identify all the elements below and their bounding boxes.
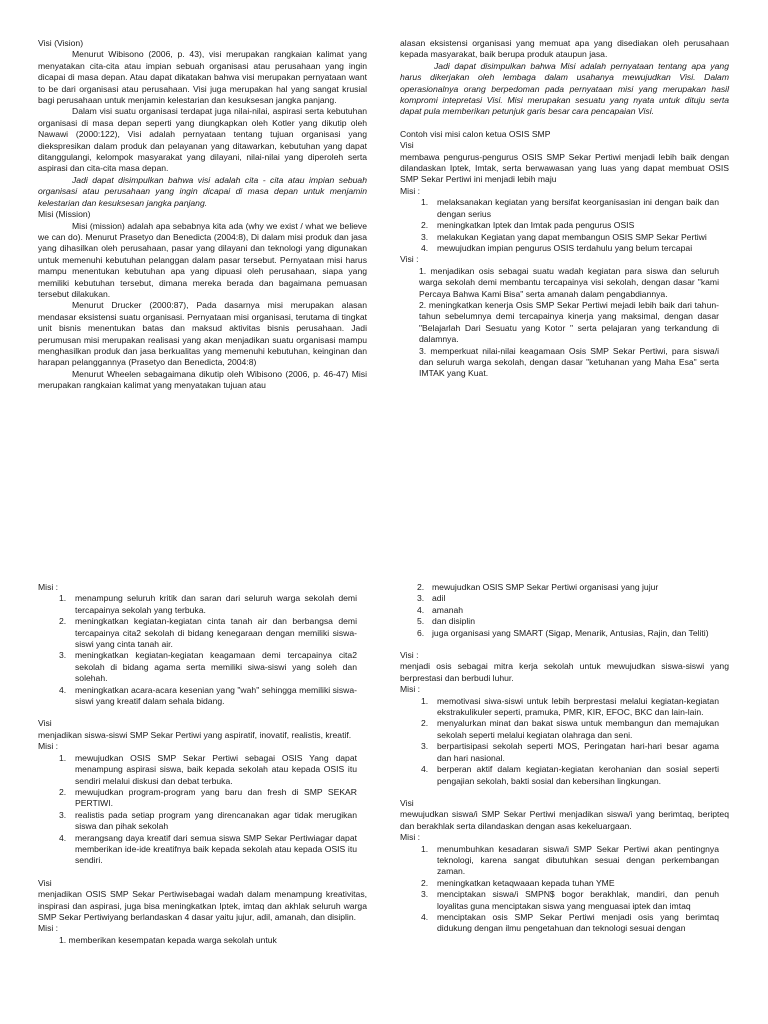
section-heading: Contoh visi misi calon ketua OSIS SMP [400, 128, 551, 139]
list-item: 2. meningkatkan Iptek dan Imtak pada pengurus OSIS [421, 220, 635, 231]
misi-list [38, 593, 367, 707]
left-bottom-column [38, 582, 367, 946]
misi-label: Misi : [38, 582, 59, 592]
paragraph: Misi (mission) adalah apa sebabnya kita ada (why we exist / what we believe we can do). Menurut Prasetyo dan Benedicta (2004:8), Di dalam misi produk dan jasa yang dihasilkan oleh perusahaan, pasar yang dilayani dan teknologi yang digunakan untuk memenuhi kebutuhan pelanggan dalam pasar tersebut. Pernyataan misi harus mampu menentukan kebutuhan apa yang dipuasi oleh perusahaan, siapa yang memiliki kebutuhan tersebut, dimana mereka berada dan bagaimana pemuasan tersebut dilakukan. [38, 220, 367, 299]
visi-label: Visi [400, 797, 414, 808]
list-item: 5. dan disiplin [417, 616, 475, 627]
paragraph: Menurut Drucker (2000:87), Pada dasarnya misi merupakan alasan mendasar eksistensi suatu organisasi. Pernyataan misi organisasi, terutama di tingkat unit bisnis menentukan batas dan maksud aktivitas bisnis perusahaan. Jadi perumusan misi merupakan realisasi yang akan menjadikan suatu organisasi mampu menghasilkan produk dan jasa berkualitas yang memenuhi kebutuhan, keinginan dan harapan pelanggannya (Prasetyo dan Benedicta, 2004:8) [38, 300, 367, 368]
misi-list-continued [400, 582, 729, 639]
misi-label: Misi : [400, 684, 421, 695]
paragraph: alasan eksistensi organisasi yang memuat apa yang disediakan oleh perusahaan kepada masyarakat, baik berupa produk ataupun jasa. [400, 38, 729, 60]
list-item: 3. melakukan Kegiatan yang dapat membangun OSIS SMP Sekar Pertiwi [421, 231, 707, 242]
paragraph: Menurut Wheelen sebagaimana dikutip oleh Wibisono (2006, p. 46-47) Misi merupakan rangkaian kalimat yang menyatakan tujuan atau [38, 368, 367, 391]
visi-text: menjadi osis sebagai mitra kerja sekolah untuk mewujudkan siswa-siswi yang berprestasi dan berbudi luhur. [400, 661, 729, 683]
list-item: 3. berpartisipasi sekolah seperti MOS, Peringatan hari-hari besar agama dan hari nasional. [421, 741, 719, 763]
list-item: 1. menampung seluruh kritik dan saran dari seluruh warga sekolah demi tercapainya sekolah yang terbuka. [59, 593, 357, 615]
visi-label: Visi : [400, 650, 419, 661]
visi-text: menjadikan siswa-siswi SMP Sekar Pertiwi yang aspiratif, inovatif, realistis, kreatif. [38, 729, 352, 740]
left-top-column [38, 38, 367, 392]
list-item: 4. meningkatkan acara-acara kesenian yang "wah" sehingga memiliki siswa-siswi yang kreatif dalam sehala bidang. [59, 684, 357, 707]
misi-list [400, 696, 729, 787]
list-item: 4. menciptakan osis SMP Sekar Pertiwi menjadi osis yang berimtaq didukung dengan ilmu pengetahuan dan teknologi sesuai dengan [421, 911, 719, 934]
right-top-column [400, 38, 729, 380]
misi-list [38, 753, 367, 867]
paragraph: Misi (Mission) [38, 209, 91, 220]
list-item: 1. memotivasi siwa-siswi untuk lebih berprestasi melalui kegiatan-kegiatan ekstrakulikuler seperti, pramuka, PMR, KIR, EFOC, BKC dan lain-lain. [421, 695, 719, 718]
list-item: 2. meningkatkan ketaqwaaan kepada tuhan YME [421, 877, 615, 888]
paragraph: Dalam visi suatu organisasi terdapat juga nilai-nilai, aspirasi serta kebutuhan organisasi di masa depan seperti yang diungkapkan oleh Kotler yang dikutip oleh Nawawi (2000:122), Visi adalah pernyataan tentang tujuan organisasi yang diekspresikan dalam produk dan pelayanan yang ditawarkan, kebutuhan yang dapat ditanggulangi, kelompok masyarakat yang dilayani, nilai-nilai yang diperoleh serta aspirasi dan cita-cita masa depan. [38, 106, 367, 174]
list-item: 3. menciptakan siswa/i SMPN$ bogor berakhlak, mandiri, dan penuh loyalitas guna menciptakan siswa yang menguasai iptek dan imtaq [421, 889, 719, 911]
list-item: 6. juga organisasi yang SMART (Sigap, Menarik, Antusias, Rajin, dan Teliti) [417, 627, 709, 638]
misi-list [400, 844, 729, 935]
right-bottom-column [400, 582, 729, 935]
visi-label: Visi [400, 140, 414, 151]
misi-list [400, 197, 729, 254]
list-item: 1. mewujudkan OSIS SMP Sekar Pertiwi sebagai OSIS Yang dapat menampung aspirasi siswa, baik kepada sekolah atau kepada OSIS itu sendiri melalui diskusi dan debat terbuka. [59, 752, 357, 786]
visi-text: menjadikan OSIS SMP Sekar Pertiwisebagai wadah dalam menampung kreativitas, inspirasi dan aspirasi, juga bisa meningkatkan Iptek, imtaq dan akhlak seluruh warga SMP Sekar Pertiwiyang berlandaskan 4 dasar yaitu jujur, adil, amanah, dan disiplin. [38, 889, 367, 922]
paragraph: Jadi dapat disimpulkan bahwa Misi adalah pernyataan tentang apa yang harus dikerjakan oleh lembaga dalam usahanya mewujudkan Visi. Dalam operasionalnya orang berpedoman pada pernyataan misi yang merupakan hasil kompromi intepretasi Visi. Misi merupakan sesuatu yang nyata untuk dituju serta dapat pula memberikan petunjuk garis besar cara pencapaian Visi. [400, 60, 729, 117]
list-item: 1. melaksanakan kegiatan yang bersifat keorganisasian ini dengan baik dan dengan serius [421, 197, 719, 219]
misi-label: Misi : [38, 923, 59, 934]
paragraph: Menurut Wibisono (2006, p. 43), visi merupakan rangkaian kalimat yang menyatakan cita-cita atau impian sebuah organisasi atau perusahaan yang ingin dicapai di masa depan. Atau dapat dikatakan bahwa visi merupakan pernyataan want to be dari organisasi atau perusahaan. Visi juga merupakan hal yang sangat krusial bagi perusahaan untuk menjamin kelestarian dan kesuksesan jangka panjang. [38, 49, 367, 106]
list-item: 2. meningkatkan kegiatan-kegiatan cinta tanah air dan berbangsa demi tercapainya cita2 sekolah di bidang kenegaraan dengan memiliki siswa-siswi yang cinta tanah air. [59, 616, 357, 650]
list-item: 4. mewujudkan impian pengurus OSIS terdahulu yang belum tercapai [421, 242, 693, 253]
list-item: 4. berperan aktif dalam kegiatan-kegiatan kerohanian dan sosial seperti pengajian sekolah, bakti sosial dan kebersihan lingkungan. [421, 764, 719, 786]
misi-label: Misi : [38, 741, 59, 752]
list-item: 4. merangsang daya kreatif dari semua siswa SMP Sekar Pertiwiagar dapat memberikan ide-ide kreatifnya baik kepada sekolah atau kepada OSIS itu sendiri. [59, 832, 357, 866]
list-item: 3. adil [417, 593, 446, 604]
misi-label: Misi : [400, 185, 421, 196]
list-item: 4. amanah [417, 604, 464, 615]
paragraph: Jadi dapat disimpulkan bahwa visi adalah cita - cita atau impian sebuah organisasi atau perusahaan yang ingin dicapai di masa depan untuk menjamin kelestarian dan kesuksesan jangka panjang. [38, 174, 367, 208]
paragraph: Visi (Vision) [38, 38, 84, 48]
list-item: 2. mewujudkan program-program yang baru dan fresh di SMP SEKAR PERTIWI. [59, 786, 357, 809]
visi-text: membawa pengurus-pengurus OSIS SMP Sekar Pertiwi menjadi lebih baik dengan dilandaskan Iptek, Imtak, serta berwawasan yang luas yang dapat membuat OSIS SMP Sekar Pertiwi ini menjadi lebih maju [400, 151, 729, 185]
list-item: 2. menyalurkan minat dan bakat siswa untuk membangun dan memajukan sekolah seperti melalui kegiatan olahraga dan seni. [421, 718, 719, 740]
list-item: 3. realistis pada setiap program yang direncanakan agar tidak merugikan siswa dan pihak sekolah [59, 809, 357, 832]
list-item: 3. meningkatkan kegiatan-kegiatan keagamaan demi tercapainya cita2 sekolah di bidang agama serta memiliki siwa-siswi yang soleh dan solehah. [59, 650, 357, 684]
visi-label: Visi : [400, 254, 419, 265]
list-item: 1. menjadikan osis sebagai suatu wadah kegiatan para siswa dan seluruh warga sekolah demi membantu tercapainya visi sekolah, dengan dasar "kami Percaya Bahwa Kami Bisa" serta amanah dalam pengabdiannya. [419, 265, 719, 299]
visi-text: mewujudkan siswa/i SMP Sekar Pertiwi menjadikan siswa/i yang berimtaq, beripteq dan berakhlak serta dilandaskan dengan asas kekeluargaan. [400, 809, 729, 831]
list-item: 1. menumbuhkan kesadaran siswa/i SMP Sekar Pertiwi akan pentingnya teknologi, karena sangat dibutuhkan sesuai dengan perkembangan zaman. [421, 843, 719, 877]
list-item: 1. memberikan kesempatan kepada warga sekolah untuk [59, 934, 277, 945]
visi-label: Visi [38, 718, 52, 729]
list-item: 3. memperkuat nilai-nilai keagamaan Osis SMP Sekar Pertiwi, para siswa/i dan seluruh warga sekolah, dengan dasar "ketuhanan yang Maha Esa" serta IMTAK yang Kuat. [419, 345, 719, 379]
visi-label: Visi [38, 877, 52, 888]
list-item: 2. mewujudkan OSIS SMP Sekar Pertiwi organisasi yang jujur [417, 582, 659, 592]
misi-label: Misi : [400, 832, 421, 843]
list-item: 2. meningkatkan kenerja Osis SMP Sekar Pertiwi mejadi lebih baik dari tahun-tahun sebelumnya demi tercapainya kinerja yang maksimal, dengan dasar "Belajarlah Dari Sesuatu yang Kotor " serta pelajaran yang terkandung di dalamnya. [419, 299, 719, 345]
